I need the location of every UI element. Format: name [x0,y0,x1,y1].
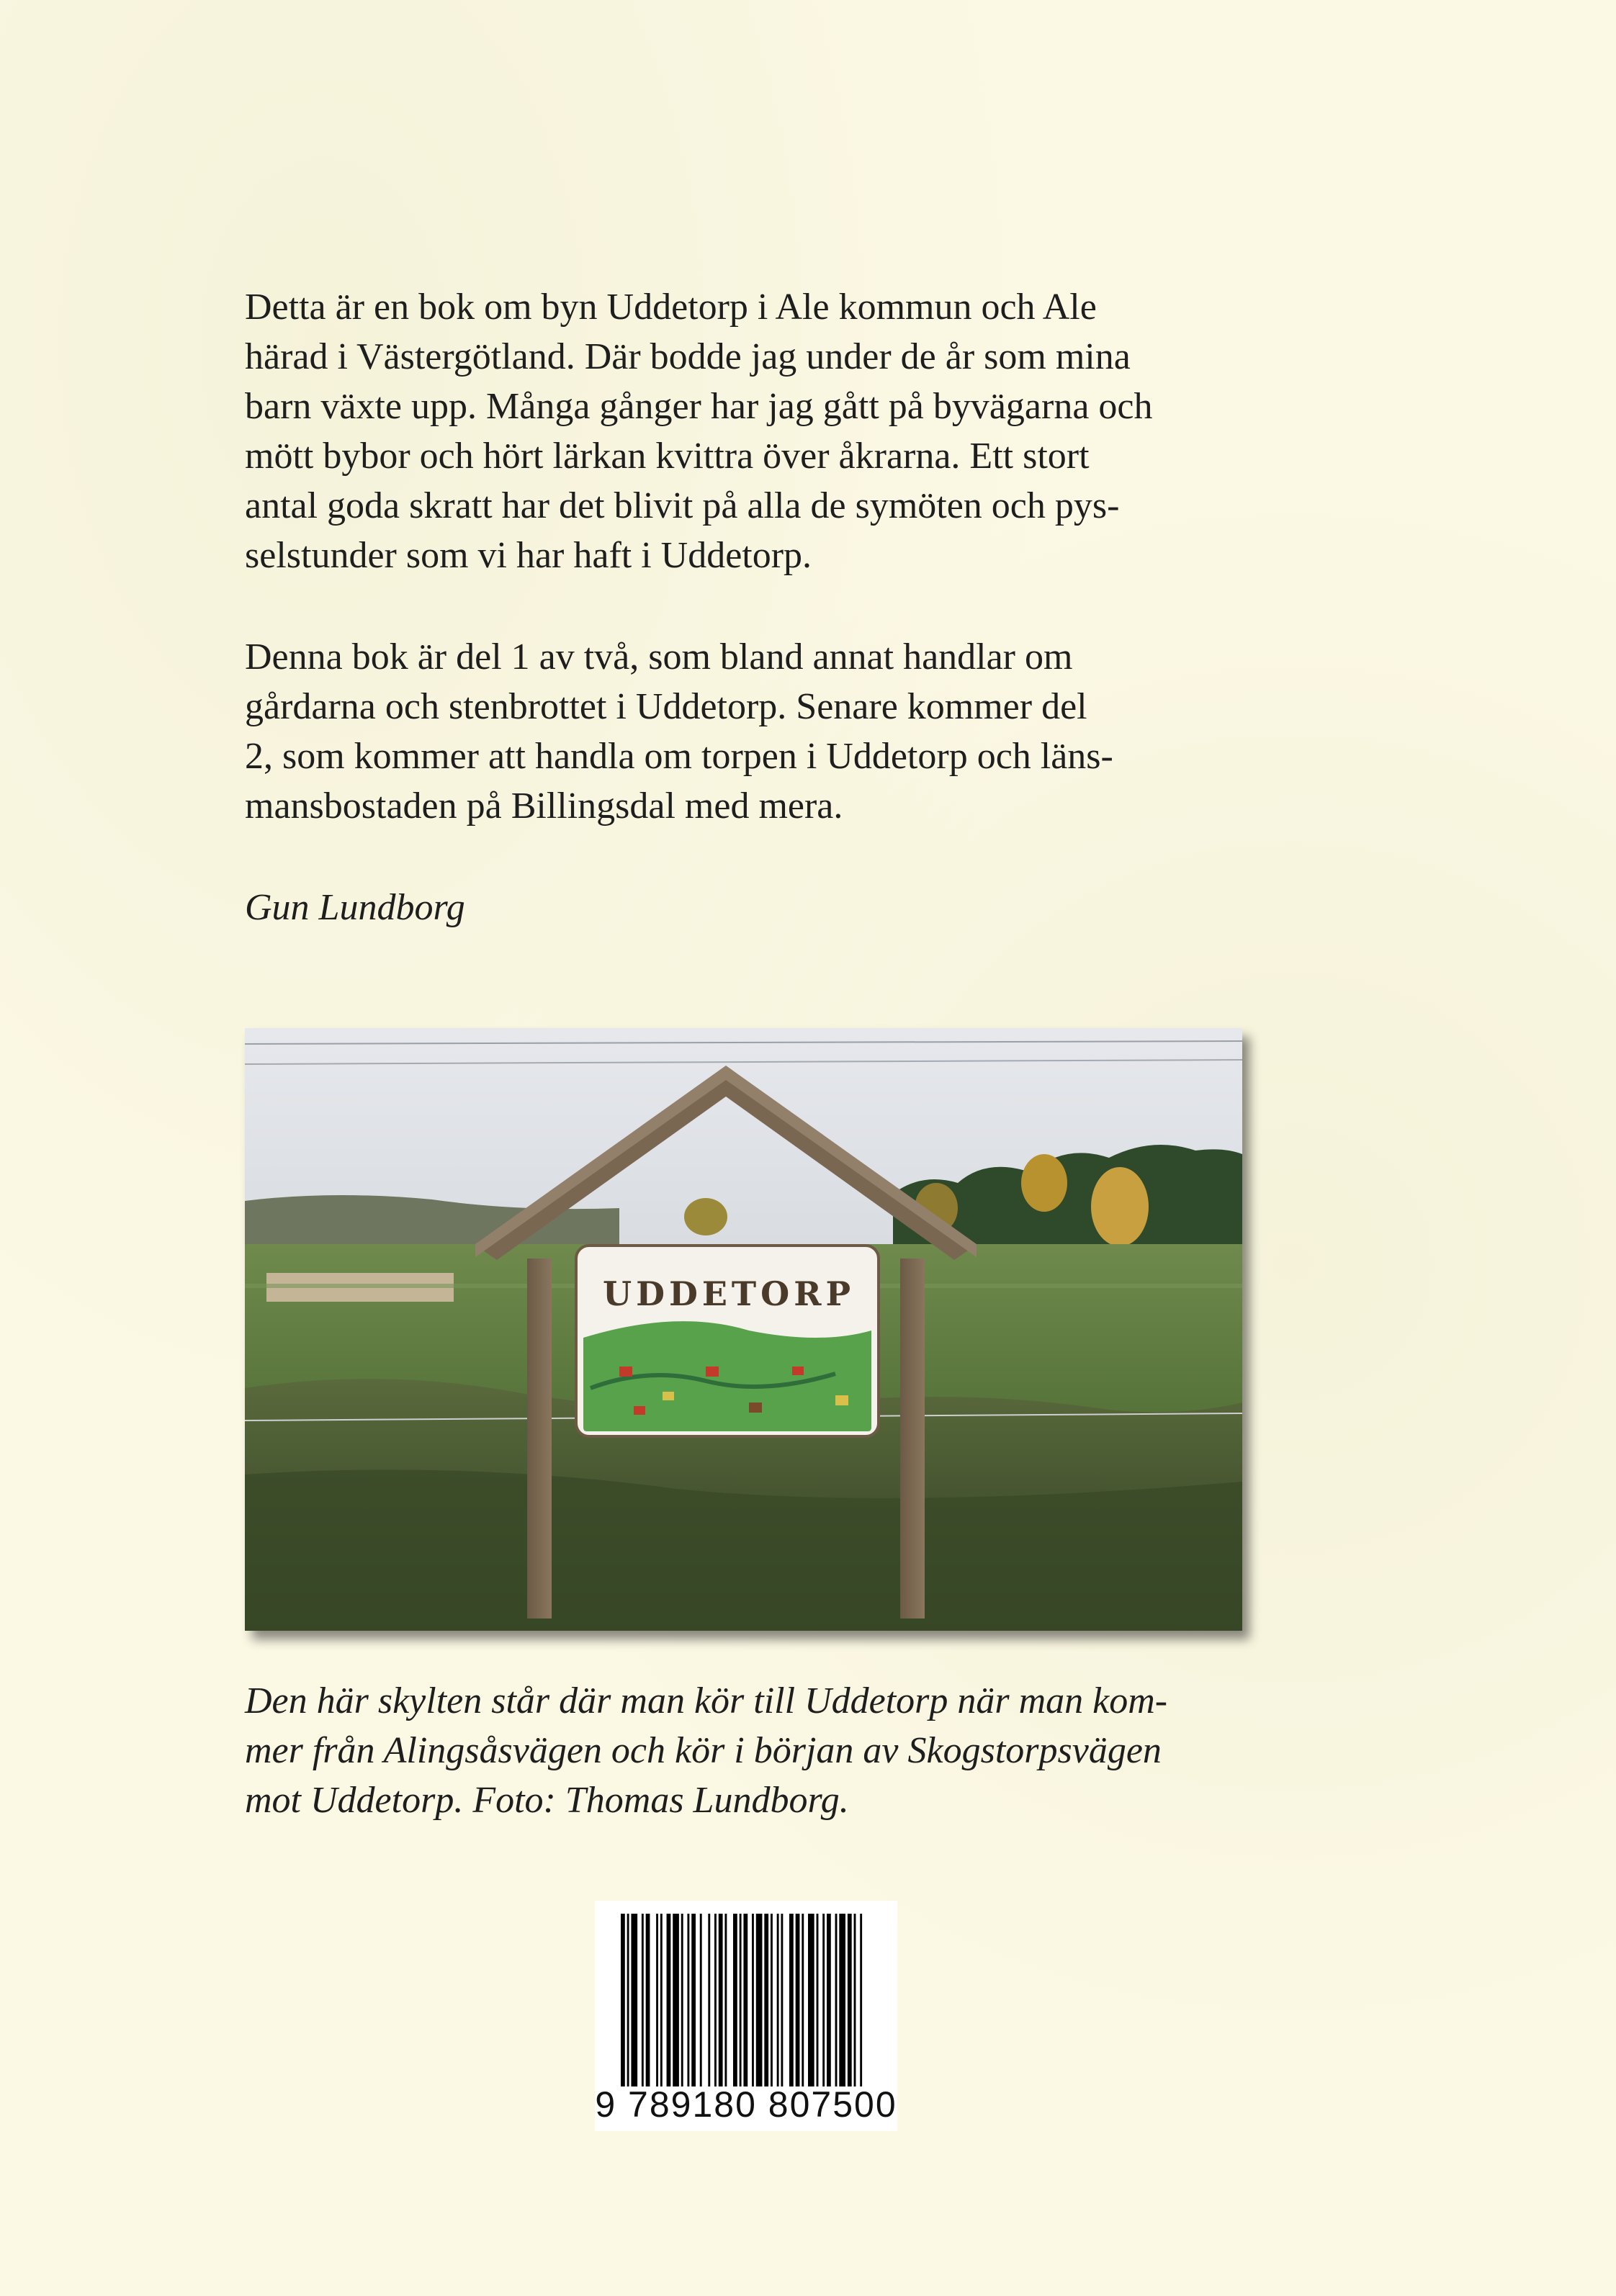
barcode-bar [621,1914,625,2086]
barcode-bar [700,1914,702,2086]
text-line: barn växte upp. Många gånger har jag gått på byvägarna och [245,386,1153,427]
text-line: mött bybor och hört lärkan kvittra över åkrarna. Ett stort [245,436,1090,477]
barcode-bars [621,1914,864,2086]
barcode-bar [802,1914,804,2086]
intro-paragraph [245,282,1267,580]
barcode-bar [667,1914,671,2086]
barcode-bar [756,1914,763,2086]
barcode-bar [817,1914,819,2086]
barcode-bar [860,1914,862,2086]
barcode-bar [646,1914,650,2086]
second-paragraph [245,632,1267,831]
barcode-bar [719,1914,723,2086]
text-line: mer från Alingsåsvägen och kör i början av Skogstorpsvägen [245,1730,1162,1771]
isbn-barcode [595,1901,897,2131]
text-line: gårdarna och stenbrottet i Uddetorp. Senare kommer del [245,686,1087,727]
text-line: mot Uddetorp. Foto: Thomas Lundborg. [245,1780,849,1821]
text-line: Denna bok är del 1 av två, som bland annat handlar om [245,636,1073,677]
barcode-bar [835,1914,838,2086]
photo-caption [245,1676,1282,1825]
barcode-bar [854,1914,856,2086]
text-line: selstunder som vi har haft i Uddetorp. [245,535,812,576]
text-line: Den här skylten står där man kör till Uddetorp när man kom- [245,1680,1168,1721]
barcode-bar [714,1914,717,2086]
text-line: härad i Västergötland. Där bodde jag under de år som mina [245,336,1131,377]
barcode-bar [724,1914,727,2086]
barcode-bar [631,1914,637,2086]
barcode-bar [771,1914,773,2086]
barcode-bar [627,1914,629,2086]
barcode-bar [822,1914,825,2086]
barcode-number: 9 789180 807500 [595,2084,897,2125]
barcode-bar [796,1914,800,2086]
barcode-bar [789,1914,794,2086]
sign-text: UDDETORP [602,1274,856,1313]
barcode-bar [777,1914,779,2086]
text-line: 2, som kommer att handla om torpen i Uddetorp och läns- [245,736,1113,777]
barcode-bar [827,1914,831,2086]
text-line: mansbostaden på Billingsdal med mera. [245,785,843,827]
barcode-bar [660,1914,663,2086]
barcode-bar [687,1914,689,2086]
barcode-bar [752,1914,754,2086]
text-line: Detta är en bok om byn Uddetorp i Ale kommun och Ale [245,287,1097,328]
barcode-bar [848,1914,852,2086]
barcode-bar [808,1914,814,2086]
barcode-bar [764,1914,768,2086]
barcode-bar [733,1914,737,2086]
barcode-bar [673,1914,679,2086]
barcode-bar [839,1914,845,2086]
barcode-bar [691,1914,696,2086]
barcode-bar [708,1914,710,2086]
author-signature: Gun Lundborg [245,887,465,928]
village-sign-photo [245,1028,1242,1631]
barcode-bar [781,1914,783,2086]
text-line: antal goda skratt har det blivit på alla de symöten och pys- [245,485,1120,526]
barcode-bar [743,1914,748,2086]
barcode-bar [642,1914,644,2086]
barcode-bar [656,1914,658,2086]
barcode-bar [740,1914,742,2086]
barcode-bar [681,1914,683,2086]
